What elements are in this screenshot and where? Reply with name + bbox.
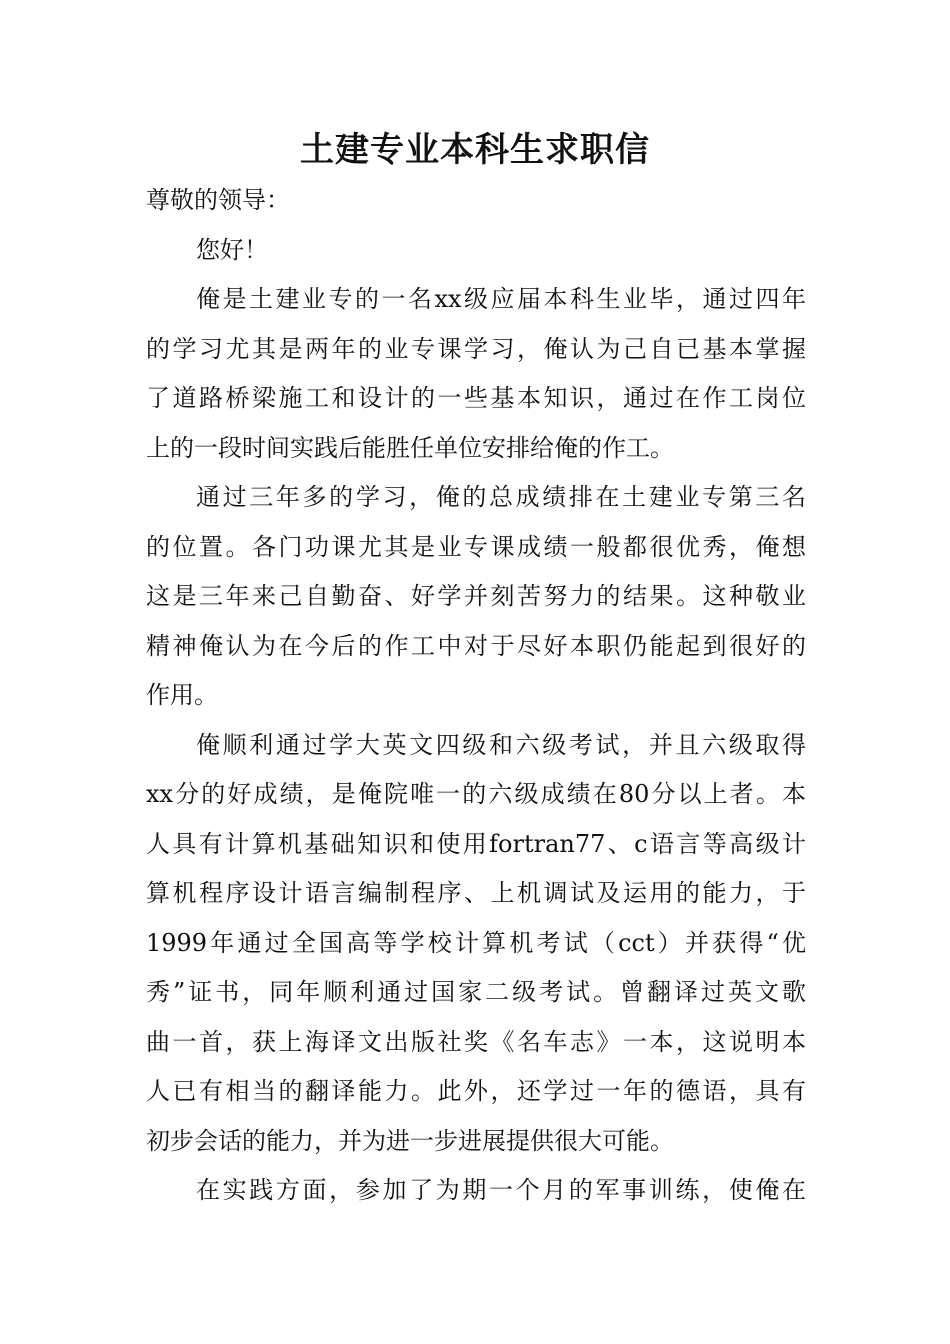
greeting: 您好！ [196, 235, 268, 264]
paragraph-3-line-8: 人已有相当的翻译能力。此外，还学过一年的德语，具有 [146, 1077, 806, 1105]
paragraph-2-line-4: 精神俺认为在今后的作工中对于尽好本职仍能起到很好的 [146, 631, 806, 660]
paragraph-3-line-4: 算机程序设计语言编制程序、上机调试及运用的能力，于 [146, 879, 806, 907]
paragraph-3-line-2: xx分的好成绩，是俺院唯一的六级成绩在80分以上者。本 [146, 780, 806, 808]
paragraph-1-line-4: 上的一段时间实践后能胜任单位安排给俺的作工。 [146, 433, 674, 462]
paragraph-3-line-1: 俺顺利通过学大英文四级和六级考试，并且六级取得 [196, 730, 806, 759]
paragraph-3-line-9: 初步会话的能力，并为进一步进展提供很大可能。 [146, 1126, 674, 1155]
paragraph-1-line-2: 的学习尤其是两年的业专课学习，俺认为己自已基本掌握 [146, 334, 806, 363]
paragraph-4-line-1: 在实践方面，参加了为期一个月的军事训练，使俺在 [196, 1176, 806, 1204]
paragraph-1-line-1: 俺是土建业专的一名xx级应届本科生业毕，通过四年 [196, 285, 806, 313]
paragraph-1-line-3: 了道路桥梁施工和设计的一些基本知识，通过在作工岗位 [146, 384, 806, 412]
paragraph-3-line-5: 1999年通过全国高等学校计算机考试（cct）并获得“优 [146, 928, 806, 957]
paragraph-3-line-6: 秀”证书，同年顺利通过国家二级考试。曾翻译过英文歌 [146, 978, 806, 1006]
paragraph-2-line-5: 作用。 [146, 681, 218, 709]
document-title: 土建专业本科生求职信 [300, 130, 650, 170]
paragraph-3-line-7: 曲一首，获上海译文出版社奖《名车志》一本，这说明本 [146, 1027, 806, 1056]
paragraph-2-line-2: 的位置。各门功课尤其是业专课成绩一般都很优秀，俺想 [146, 532, 806, 561]
paragraph-3-line-3: 人具有计算机基础知识和使用fortran77、c语言等高级计 [146, 829, 806, 858]
paragraph-2-line-1: 通过三年多的学习，俺的总成绩排在土建业专第三名 [196, 483, 806, 511]
paragraph-2-line-3: 这是三年来己自勤奋、好学并刻苦努力的结果。这种敬业 [146, 582, 806, 610]
salutation: 尊敬的领导： [146, 186, 290, 214]
letter-body [146, 176, 806, 1216]
